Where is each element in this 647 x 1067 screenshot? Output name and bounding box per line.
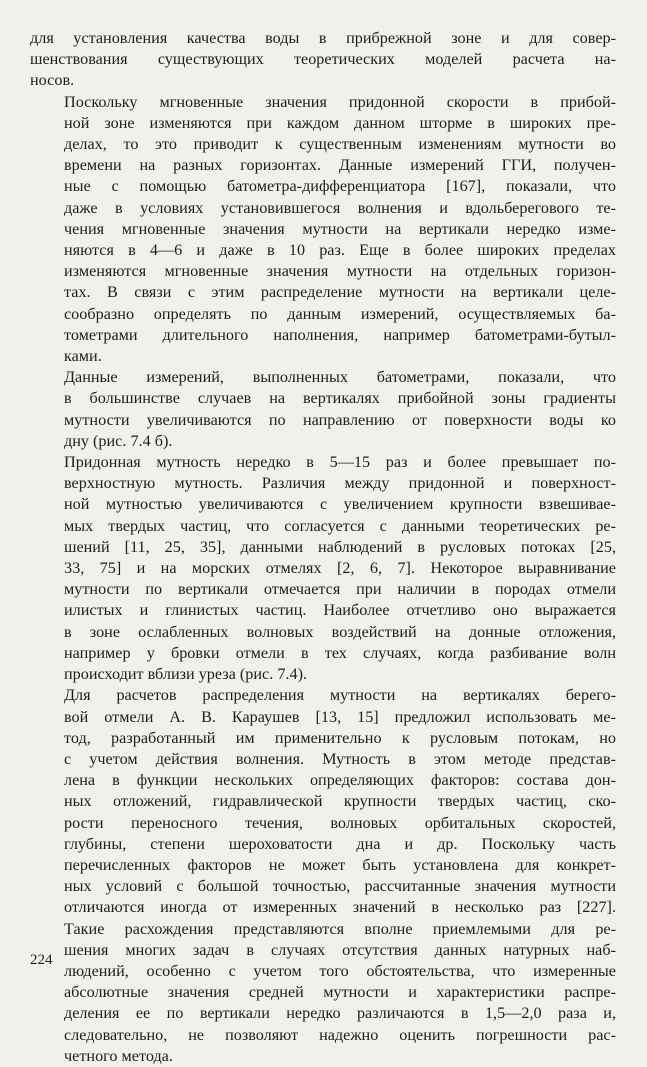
text-line: делах, то это приводит к существенным изменениям мутности во <box>64 135 616 154</box>
text-line: для установления качества воды в прибрежной зоне и для совер- <box>30 29 616 47</box>
text-line: вой отмели А. В. Караушев [13, 15] предложил использовать ме- <box>64 707 616 726</box>
text-line: в большинстве случаев на вертикалях прибойной зоны градиенты <box>64 389 616 408</box>
text-line: Для расчетов распределения мутности на вертикалях берего- <box>64 686 616 705</box>
text-line: носов. <box>30 71 75 90</box>
text-line: времени на разных горизонтах. Данные измерений ГГИ, получен- <box>64 156 616 175</box>
text-line: Данные измерений, выполненных батометрами, показали, что <box>64 368 616 387</box>
text-line: абсолютные значения средней мутности и характеристики распре- <box>64 983 616 1002</box>
text-line: следовательно, не позволяют надежно оценить погрешности рас- <box>64 1025 616 1044</box>
document-page <box>30 28 616 1067</box>
text-line: отличаются иногда от измеренных значений в несколько раз [227]. <box>64 898 616 917</box>
text-line: лена в функции нескольких определяющих факторов: состава дон- <box>64 771 616 790</box>
text-line: людений, особенно с учетом того обстоятельства, что измеренные <box>64 961 616 980</box>
text-line: рости переносного течения, волновых орбитальных скоростей, <box>64 813 616 832</box>
text-line: глубины, степени шероховатости дна и др. Поскольку часть <box>64 834 616 853</box>
text-line: ных отложений, гидравлической крупности твердых частиц, ско- <box>64 792 616 811</box>
text-line: ками. <box>64 347 102 366</box>
page-number: 224 <box>30 952 53 968</box>
text-line: ные с помощью батометра-дифференциатора [167], показали, что <box>64 177 616 196</box>
text-line: Поскольку мгновенные значения придонной скорости в прибой- <box>64 92 616 111</box>
text-line: перечисленных факторов не может быть установлена для конкрет- <box>64 855 616 874</box>
text-line: шенствования существующих теоретических моделей расчета на- <box>30 50 616 69</box>
text-line: даже в условиях установившегося волнения и вдольберегового те- <box>64 198 616 217</box>
text-line: тометрами длительного наполнения, например батометрами-бутыл- <box>64 325 616 344</box>
body-text <box>30 28 616 1067</box>
text-line: ных условий с большой точностью, рассчитанные значения мутности <box>64 877 616 896</box>
paragraph <box>30 452 616 685</box>
text-line: деления ее по вертикали нередко различаются в 1,5—2,0 раза и, <box>64 1004 616 1023</box>
text-line: например у бровки отмели в тех случаях, когда разбивание волн <box>64 643 616 662</box>
text-line: илистых и глинистых частиц. Наиболее отчетливо оно выражается <box>64 601 616 620</box>
text-line: мутности по вертикали отмечается при наличии в породах отмели <box>64 580 616 599</box>
paragraph <box>30 367 616 452</box>
text-line: в зоне ослабленных волновых воздействий на донные отложения, <box>64 622 616 641</box>
text-line: с учетом действия волнения. Мутность в этом методе представ- <box>64 749 616 768</box>
paragraph <box>30 685 616 1067</box>
text-line: дну (рис. 7.4 б). <box>64 431 173 450</box>
text-line: происходит вблизи уреза (рис. 7.4). <box>64 665 308 684</box>
text-line: чения мгновенные значения мутности на вертикали нередко изме- <box>64 219 616 238</box>
text-line: мых твердых частиц, что согласуется с данными теоретических ре- <box>64 516 616 535</box>
text-line: Придонная мутность нередко в 5—15 раз и более превышает по- <box>64 453 616 472</box>
text-line: сообразно определять по данным измерений, осуществляемых ба- <box>64 304 616 323</box>
text-line: Такие расхождения представляются вполне приемлемыми для ре- <box>64 919 616 938</box>
text-line: шений [11, 25, 35], данными наблюдений в русловых потоках [25, <box>64 537 616 556</box>
text-line: ной зоне изменяются при каждом данном шторме в широких пре- <box>64 113 616 132</box>
text-line: ной мутностью увеличиваются с увеличением крупности взвешивае- <box>64 495 616 514</box>
paragraph <box>30 92 616 368</box>
text-line: няются в 4—6 и даже в 10 раз. Еще в более широких пределах <box>64 241 616 260</box>
text-line: тах. В связи с этим распределение мутности на вертикали целе- <box>64 283 616 302</box>
text-line: четного метода. <box>64 1046 173 1065</box>
text-line: шения многих задач в случаях отсутствия данных натурных наб- <box>64 940 616 959</box>
text-line: изменяются мгновенные значения мутности на отдельных горизон- <box>64 262 616 281</box>
text-line: верхностную мутность. Различия между придонной и поверхност- <box>64 474 616 493</box>
text-line: тод, разработанный им применительно к русловым потокам, но <box>64 728 616 747</box>
text-line: 33, 75] и на морских отмелях [2, 6, 7]. Некоторое выравнивание <box>64 559 616 578</box>
paragraph <box>30 28 616 92</box>
text-line: мутности увеличиваются по направлению от поверхности воды ко <box>64 410 616 429</box>
